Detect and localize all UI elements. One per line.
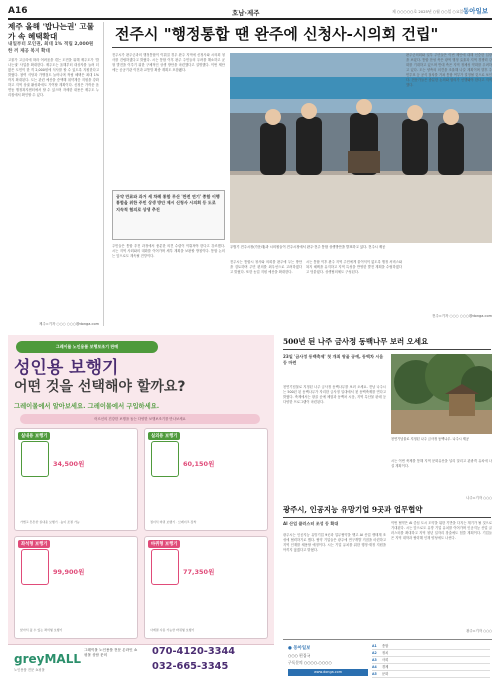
product-title: 실외용 보행기 [148,432,180,440]
page-number: A16 [8,6,28,16]
main-headline: 전주시 "행정통합 땐 완주에 신청사-시의회 건립" [115,25,439,43]
index-row [372,657,490,664]
column-divider [103,22,104,326]
index-page-topic: 종합 [382,644,389,648]
ad-tagline: 그레이몰에서 알아보세요. 그레이몰에서 구입하세요. [14,403,160,410]
index-list [372,643,490,678]
product-title: 좌석형 보행기 [18,540,50,548]
section-title: 호남·제주 [232,9,260,17]
product-price: 99,900원 [53,568,85,576]
gwangju-article-byline: 광주=기자 ○○○ [466,629,492,633]
naju-article-headline: 500년 된 나주 금사정 동백나무 보러 오세요 [283,337,429,346]
product-price: 60,150원 [183,460,215,468]
left-article-subhead: 내일부터 모인권, 최대 1% 적립 2,000원 한 끼 제공 복지 확대 [8,42,94,54]
index-row [372,650,490,657]
index-page-num: A4 [372,665,377,669]
main-article-column-1: 전주시가 완주군과의 행정통합이 이뤄질 경우 완주 지역에 신청사와 시의회 청사를 건립하겠다고 밝혔다. 시는 통합 이후 완주 주민들의 우려를 해소하고 균형 발전을 이루기 위한 구체적인 상생 방안을 마련했다고 설명했다. 이번 제안에는 공공기관 이전과 교통망 확충 계획도 포함됐다. [112,53,225,72]
naju-article-body-2: 시는 이번 축제를 통해 지역 문화유산을 널리 알리고 관광객 유치에 나설 계획이다. [391,459,492,468]
walker-icon [21,549,49,585]
main-article-column-4: 완주군의회와 일부 주민들은 이번 제안에 대해 신중한 입장을 보였다. 통합 찬성 측은 광역 행정 효율과 지역 경쟁력 강화를 기대하고 있으며 반대 측은 지역 정체성 약화를 우려하고 있다. 도는 양측의 의견을 조율해 나갈 계획이며 향후 주민투표 등 공식 절차를 거쳐 통합 여부가 결정될 것으로 보인다. 전문가들은 충분한 논의와 합의가 선행돼야 한다고 지적했다. [406,53,492,87]
index-line: 구독문의 ○○○○-○○○○ [288,660,332,665]
main-article-column-1b: 주민들은 통합 추진 과정에서 충분한 의견 수렴이 이뤄져야 한다고 강조했다. 시는 지역 사회와의 대화를 이어가며 세부 계획을 보완할 방침이다. 통합 논의는 앞으로도 계속될 전망이다. [112,244,225,258]
camellia-tree-photo [391,354,492,434]
main-article-byline: 전주=기자 ○○○ ○○○@donga.com [431,314,492,318]
product-description: 가볍고 튼튼한 실내용 보행기 · 높이 조절 가능 [20,520,80,524]
index-row [372,664,490,671]
product-card-outdoor-walker[interactable] [144,428,268,531]
main-article-column-3: 시는 통합 이후 완주 지역 주민에게 불이익이 없도록 행정 서비스와 복지 혜택을 유지하고 지역 특성을 반영한 발전 계획을 수립하겠다고 덧붙였다. 상생협의체도 구성된다. [306,260,402,274]
ad-note: 어르신의 건강한 보행을 돕는 다양한 보행보조기를 만나보세요 [20,414,260,424]
naju-article-body-1: 천연기념물로 지정된 나주 금사정 동백나무를 보러 오세요. 전남 나주시는 500년 된 동백나무가 자리한 금사정 일대에서 첫 동백축제를 연다고 밝혔다. 축제에서는 왕골 공예 체험과 동백차 시음, 지역 특산물 판매 등 다양한 프로그램이 마련된다. [283,385,386,404]
product-card-seat-walker[interactable] [14,536,138,639]
index-logo: ● 동아일보 [288,646,311,651]
ad-mall-text: 그레이몰 노인용품 전문 온라인 쇼핑몰 상담 문의 [84,648,138,657]
main-article-column-2: 전주시는 통합시 청사와 의회를 완주에 두는 방안을 검토하며 주민 편의를 최우선으로 고려하겠다고 밝혔다. 또한 농업 지원 예산을 확대한다. [230,260,302,274]
index-page-num: A1 [372,644,377,648]
left-article-body: 고물가 고금리에 따라 어려움을 겪는 도민을 위해 제주도가 '밥나는권' 사업을 확대한다. 제주도는 올해부터 대상자를 늘려 더 많은 도민이 한 끼 2,000원에 식사를 할 수 있도록 지원한다고 밝혔다. 참여 식당과 가맹점도 늘어나며 적립 혜택은 최대 1%까지 확대된다. 도는 관련 예산을 증액해 취약계층 지원을 강화하고 지역 상권 활성화에도 기여할 계획이다. 신청은 가까운 읍면동 행정복지센터에서 할 수 있으며 자세한 내용은 제주도 누리집에서 확인할 수 있다. [8,58,99,97]
product-description: 사계절 사용 가능한 바퀴형 보행기 [150,628,195,632]
index-page-topic: 문화 [382,672,389,676]
index-page-topic: 경제 [382,665,389,669]
index-row [372,643,490,650]
index-page-topic: 정치 [382,651,389,655]
photo-caption: 우범기 전주시장(가운데)과 시의원들이 전주시청에서 완주·전주 통합 상생방안을 발표하고 있다. 전주시 제공 [230,245,386,249]
index-line: ○○○ 편집국 [288,653,311,658]
index-page-topic: 사회 [382,658,389,662]
greymall-tagline: 노인용품 전문 쇼핑몰 [14,668,45,672]
product-description: 접이식 바퀴 보행기 · 브레이크 장착 [150,520,197,524]
walker-icon [21,441,49,477]
product-title: 바퀴형 보행기 [148,540,180,548]
product-card-wheel-walker[interactable] [144,536,268,639]
index-page-num: A5 [372,672,377,676]
walker-icon [151,441,179,477]
gwangju-article-headline: 광주시, 인공지능 유망기업 9곳과 업무협약 [283,505,423,514]
issue-info: 제 ○○○○○호 2025년 ○월 ○○일 ○요일 [392,9,464,14]
left-article-headline: 제주 올해 '밥나는권' 고물가 속 혜택확대 [8,22,94,41]
left-article-byline: 제주=기자 ○○○ ○○○@donga.com [38,322,99,326]
gwangju-headline-rule [283,517,491,518]
product-price: 77,350원 [183,568,215,576]
ad-title: 성인용 보행기 [14,358,119,378]
gwangju-article-body-2: 이번 협약은 AI 중심 도시 도약을 위한 기반을 다지는 계기가 될 것으로 기대된다. 시는 앞으로도 유망 기업 유치를 이어가며 인공지능 산업 클러스터를 확대하고 지역 청년 일자리 창출에도 힘쓸 계획이다. 기업들은 지역 대학과 협력해 인재 양성에도 나선다. [391,521,492,540]
walker-icon [151,549,179,585]
index-website[interactable]: www.donga.com [288,669,368,676]
naju-headline-rule [283,349,491,350]
camellia-photo [391,354,492,434]
newspaper-logo: 동아일보 [463,7,489,15]
gwangju-article-subhead: AI 산업 클러스터 조성 등 확대 [283,521,339,526]
gwangju-article-body-1: 광주시는 인공지능 유망기업 9곳과 업무협약을 맺고 AI 산업 생태계 조성에 협력하기로 했다. 협약 기업들은 광주에 연구개발 거점을 마련하고 지역 인재를 채용할 예정이다. 시는 기업 유치를 위한 행정·재정 지원을 아끼지 않겠다고 밝혔다. [283,533,386,552]
camellia-photo-caption: 천연기념물로 지정된 나주 금사정 동백나무. 나주시 제공 [391,437,469,441]
product-title: 실내용 보행기 [18,432,50,440]
main-headline-rule [112,47,492,48]
naju-article-byline: 나주=기자 ○○○ [466,496,492,500]
naju-article-subhead: 23일 '금사정 동백축제' 첫 개최 왕골 공예, 동백차 시음 등 마련 [283,354,384,366]
ad-phone-1[interactable]: 070-4120-3344 [152,646,236,657]
ad-question: 어떤 것을 선택해야 할까요? [14,379,186,395]
header-rule [8,18,492,20]
product-price: 34,500원 [53,460,85,468]
index-page-num: A3 [372,658,377,662]
product-description: 앉아서 쉴 수 있는 좌석형 보행기 [20,628,63,632]
product-card-indoor-walker[interactable] [14,428,138,531]
ad-phone-2[interactable]: 032-665-3345 [152,661,229,672]
main-article-sidebox: 공약 만료와 과거 세 차례 통합 무산 '완전 연기' 종합 이행 통합을 위한 주민 상생 방안 제시 신청사 시의회 등 도로 지속적 협의로 상생 추진 [112,190,225,240]
index-page-num: A2 [372,651,377,655]
greymall-logo: greyMALL [14,652,81,666]
index-row [372,671,490,678]
ad-banner-strip: 그레이몰 노인용품 보행보조기 판매 [16,341,158,353]
